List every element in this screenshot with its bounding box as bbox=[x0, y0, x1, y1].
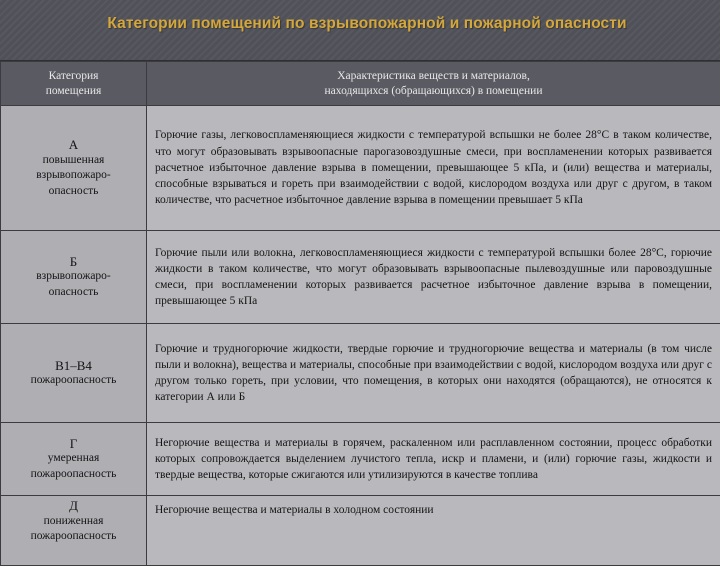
category-code: Б bbox=[3, 254, 144, 270]
page-title: Категории помещений по взрывопожарной и пожарной опасности bbox=[93, 15, 626, 33]
header-description-line: находящихся (обращающихся) в помещении bbox=[147, 84, 720, 99]
category-label: умеренная bbox=[3, 451, 144, 467]
categories-table-container bbox=[0, 60, 720, 541]
header-description bbox=[147, 62, 720, 106]
category-cell bbox=[1, 324, 147, 423]
header-category-line: помещения bbox=[1, 84, 146, 99]
table-row bbox=[1, 423, 720, 496]
description-cell: Горючие пыли или волокна, легковоспламеняющиеся жидкости с температурой вспышки более 28°С, горючие жидкости в таком количестве, что могут образовывать взрывоопасные пылевоздушные или паровоздушные смеси, при воспламенении которых развивается расчетное избыточное давление взрыва в помещении, превышающее 5 кПа bbox=[147, 231, 720, 324]
category-label: повышенная bbox=[3, 153, 144, 169]
table-row bbox=[1, 324, 720, 423]
category-cell bbox=[1, 496, 147, 566]
category-label: взрывопожаро- bbox=[3, 269, 144, 285]
description-cell: Негорючие вещества и материалы в холодном состоянии bbox=[147, 496, 720, 566]
category-cell bbox=[1, 231, 147, 324]
category-label: пожароопасность bbox=[3, 373, 144, 389]
category-label: пониженная bbox=[3, 514, 144, 530]
table-row bbox=[1, 106, 720, 231]
category-cell bbox=[1, 423, 147, 496]
title-bar bbox=[0, 0, 720, 48]
category-cell bbox=[1, 106, 147, 231]
table-row bbox=[1, 496, 720, 566]
header-description-line: Характеристика веществ и материалов, bbox=[147, 69, 720, 84]
category-label: опасность bbox=[3, 285, 144, 301]
category-label: пожароопасность bbox=[3, 529, 144, 545]
description-cell: Негорючие вещества и материалы в горячем, раскаленном или расплавленном состоянии, процесс обработки которых сопровождается выделением лучистого тепла, искр и пламени, и (или) горючие газы, жидкости и твердые вещества, которые сжигаются или утилизируются в качестве топлива bbox=[147, 423, 720, 496]
category-code: А bbox=[3, 137, 144, 153]
category-label: пожароопасность bbox=[3, 467, 144, 483]
categories-table bbox=[0, 61, 720, 566]
description-cell: Горючие газы, легковоспламеняющиеся жидкости с температурой вспышки не более 28°С в таком количестве, что могут образовывать взрывоопасные парогазовоздушные смеси, при воспламенении которых развивается расчетное избыточное давление взрыва в помещении, превышающее 5 кПа, и (или) вещества и материалы, способные взрываться и гореть при взаимодействии с водой, кислородом воздуха или друг с другом, в таком количестве, что расчетное избыточное давление взрыва в помещении превышает 5 кПа bbox=[147, 106, 720, 231]
header-category bbox=[1, 62, 147, 106]
category-label: взрывопожаро- bbox=[3, 168, 144, 184]
category-code: В1–В4 bbox=[3, 358, 144, 374]
category-label: опасность bbox=[3, 184, 144, 200]
table-row bbox=[1, 231, 720, 324]
header-category-line: Категория bbox=[1, 69, 146, 84]
category-code: Д bbox=[3, 498, 144, 514]
category-code: Г bbox=[3, 436, 144, 452]
description-cell: Горючие и трудногорючие жидкости, твердые горючие и трудногорючие вещества и материалы (в том числе пыли и волокна), вещества и материалы, способные при взаимодействии с водой, кислородом воздуха или друг с другом только гореть, при условии, что помещения, в которых они находятся (обращаются), не относятся к категории А или Б bbox=[147, 324, 720, 423]
table-header-row bbox=[1, 62, 720, 106]
